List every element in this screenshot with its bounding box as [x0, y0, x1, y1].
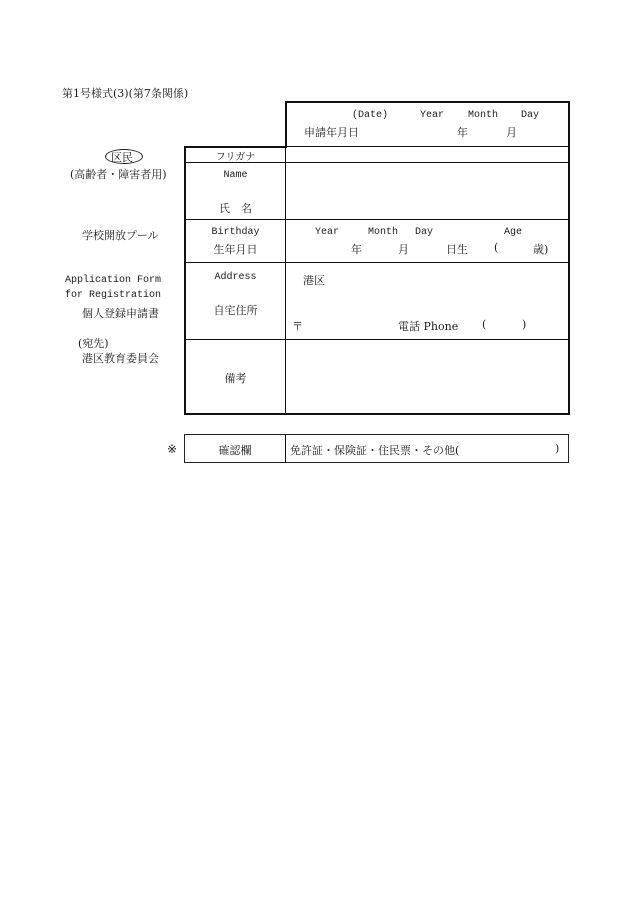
confirm-divider [285, 434, 286, 463]
row-divider-birthday [186, 262, 568, 263]
confirm-close-paren: ) [555, 442, 560, 455]
main-box-top-right [285, 146, 570, 147]
phone-label: 電話 Phone [398, 320, 459, 333]
ward-resident-label: 区民 [111, 151, 133, 164]
date-box-left [285, 101, 287, 147]
birth-year-jp: 年 [351, 243, 362, 256]
app-form-jp: 個人登録申請書 [82, 307, 159, 320]
target-label: (高齢者・障害者用) [70, 168, 167, 181]
year-jp: 年 [457, 126, 468, 139]
ward-prefix: 港区 [303, 274, 325, 287]
birth-year-en: Year [315, 227, 340, 238]
phone-close-paren: ) [522, 318, 527, 331]
date-jp: 申請年月日 [304, 126, 359, 139]
addressee-2: 港区教育委員会 [82, 352, 159, 365]
pool-name: 学校開放プール [82, 229, 159, 242]
birthday-en-label: Birthday [211, 227, 260, 238]
birth-day-en: Day [415, 227, 434, 238]
day-en: Day [521, 110, 540, 121]
date-box-top [285, 101, 570, 103]
birth-month-en: Month [368, 227, 399, 238]
age-jp: 歳) [533, 243, 549, 256]
form-right-border [568, 101, 570, 415]
remarks-label: 備考 [224, 372, 247, 385]
age-open-paren: ( [494, 241, 499, 254]
form-number: 第1号様式(3)(第7条関係) [62, 87, 189, 100]
app-form-en-1: Application Form [65, 275, 162, 286]
phone-open-paren: ( [482, 318, 487, 331]
month-jp: 月 [506, 126, 517, 139]
note-mark: ※ [167, 442, 178, 456]
addressee-1: (宛先) [78, 337, 109, 350]
remarks-field[interactable] [286, 340, 568, 413]
month-en: Month [468, 110, 499, 121]
main-box-bottom [184, 413, 570, 415]
year-en: Year [420, 110, 445, 121]
postal-mark: 〒 [292, 320, 303, 333]
age-en: Age [504, 227, 523, 238]
name-field[interactable] [286, 163, 568, 219]
address-en-label: Address [214, 272, 257, 283]
address-jp-label: 自宅住所 [213, 304, 258, 317]
confirm-documents: 免許証・保険証・住民票・その他( [290, 444, 460, 457]
name-jp-label: 氏 名 [219, 202, 252, 215]
birth-month-jp: 月 [398, 243, 409, 256]
app-form-en-2: for Registration [65, 290, 162, 301]
birth-day-jp: 日生 [446, 243, 468, 256]
furigana-label: フリガナ [215, 152, 256, 163]
confirm-label: 確認欄 [218, 444, 252, 457]
birthday-jp-label: 生年月日 [213, 243, 258, 256]
name-en-label: Name [223, 170, 248, 181]
row-divider-name [186, 219, 568, 220]
date-en: (Date) [352, 110, 389, 121]
